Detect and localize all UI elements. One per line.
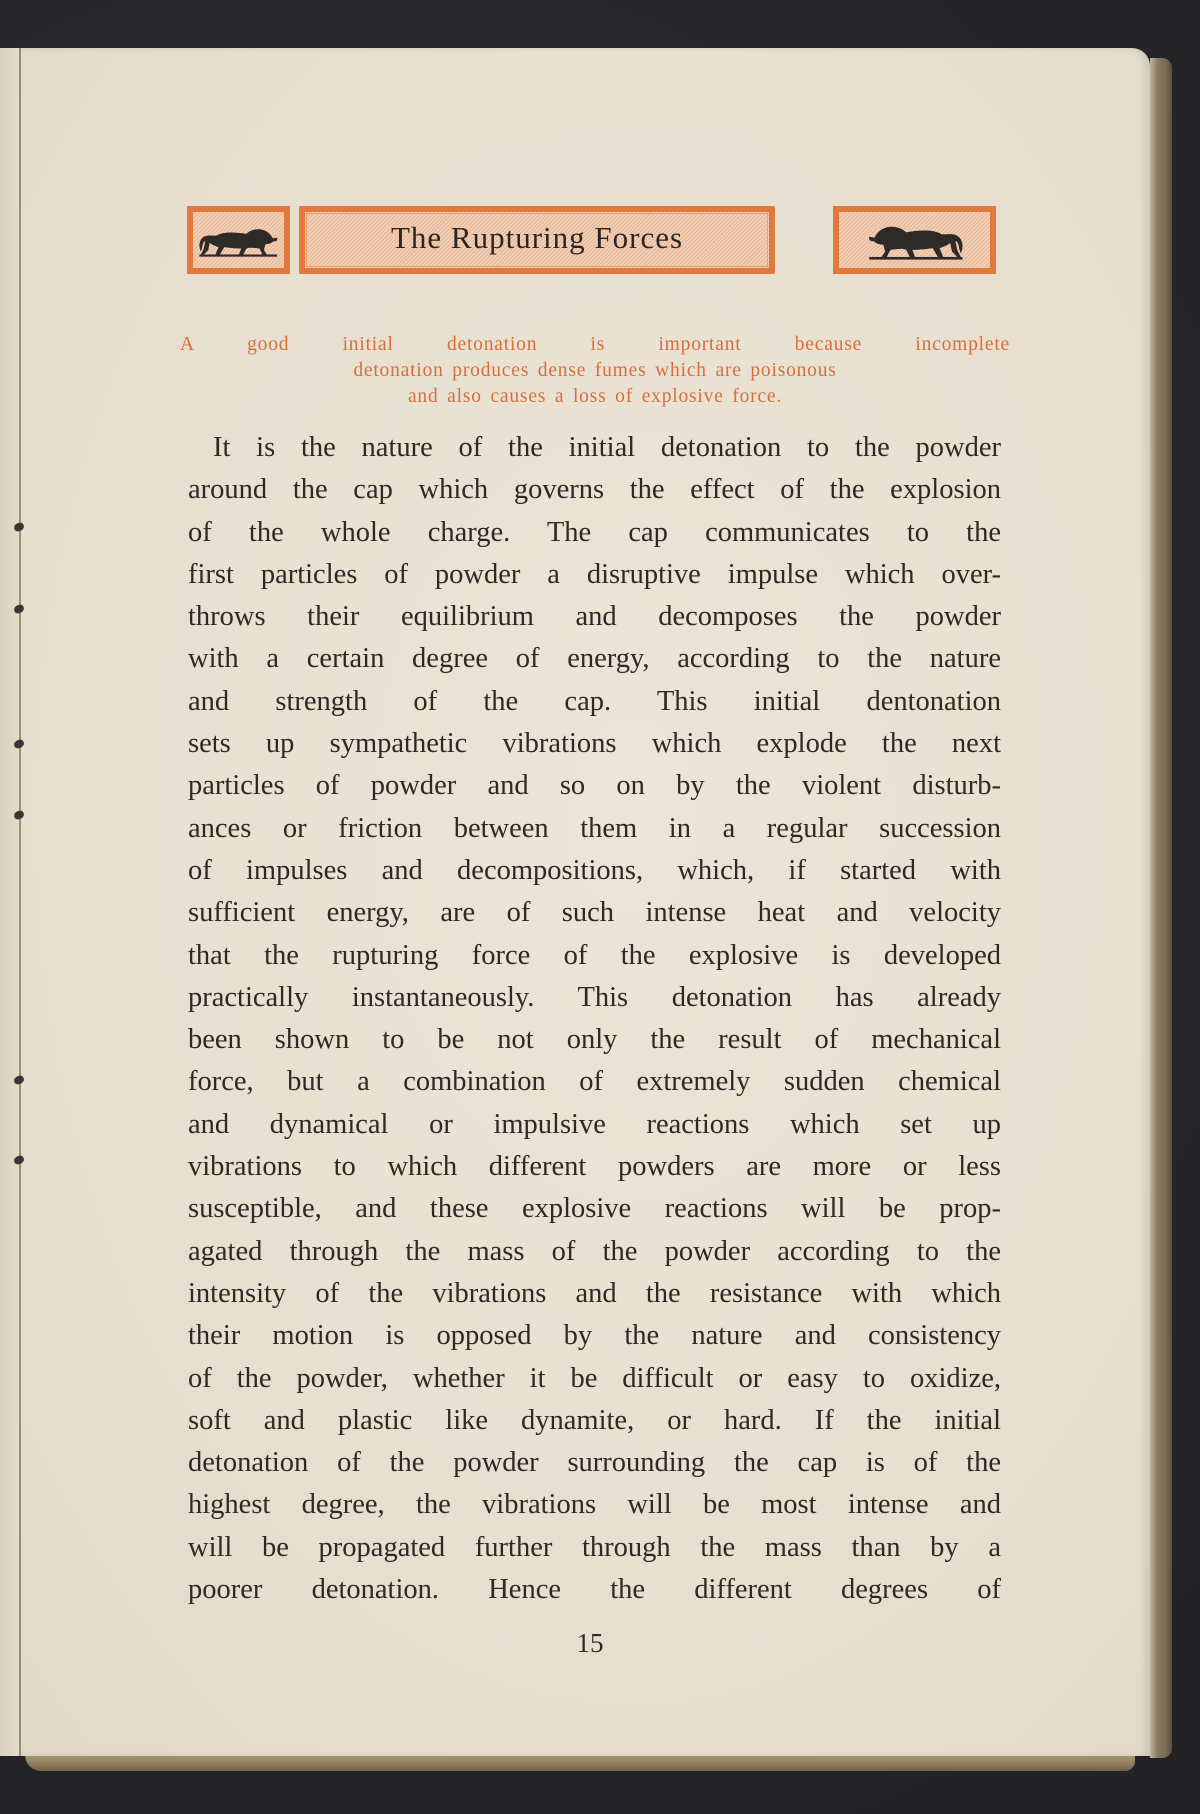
body-line: susceptible, and these explosive reactions will be prop- [188,1193,1001,1225]
body-line: It is the nature of the initial detonation to the powder [213,432,1001,463]
body-line: around the cap which governs the effect of the explosion [188,474,1001,506]
body-line: been shown to be not only the result of mechanical [188,1024,1001,1056]
body-line: and strength of the cap. This initial dentonation [188,685,1001,717]
left-ornament-panel [187,206,290,274]
body-text [188,427,1001,1611]
chapter-subtitle [180,332,1010,410]
body-line: with a certain degree of energy, according to the nature [188,643,1001,675]
chapter-title: The Rupturing Forces [390,220,684,255]
lion-icon [856,220,974,264]
body-line: sufficient energy, are of such intense heat and velocity [188,897,1001,929]
body-line: will be propagated further through the mass than by a [188,1531,1001,1563]
body-line: ances or friction between them in a regular succession [188,812,1001,844]
body-line: soft and plastic like dynamite, or hard. If the initial [188,1404,1001,1436]
body-line: highest degree, the vibrations will be most intense and [188,1489,1001,1521]
subtitle-line: A good initial detonation is important because incomplete [180,334,1010,355]
body-line: sets up sympathetic vibrations which explode the next [188,728,1001,760]
body-line: detonation of the powder surrounding the cap is of the [188,1447,1001,1479]
body-line: particles of powder and so on by the violent disturb- [188,770,1001,802]
chapter-header-banner [187,206,996,278]
body-line: practically instantaneously. This detonation has already [188,981,1001,1013]
body-line: of impulses and decompositions, which, if started with [188,854,1001,886]
body-line: agated through the mass of the powder according to the [188,1235,1001,1267]
body-line: first particles of powder a disruptive impulse which over- [188,558,1001,590]
body-line: their motion is opposed by the nature and consistency [188,1320,1001,1352]
body-line: poorer detonation. Hence the different degrees of [188,1574,1001,1606]
subtitle-line: detonation produces dense fumes which are poisonous [353,360,837,381]
page-fore-edge [1150,58,1172,1758]
body-line: throws their equilibrium and decomposes the powder [188,601,1001,633]
subtitle-line: and also causes a loss of explosive force. [407,386,783,407]
book-page [0,48,1150,1756]
body-line: that the rupturing force of the explosive is developed [188,939,1001,971]
gutter-shadow [0,48,19,1756]
body-line: force, but a combination of extremely sudden chemical [188,1066,1001,1098]
lion-icon [195,220,283,264]
body-line: and dynamical or impulsive reactions which set up [188,1108,1001,1140]
body-line: of the whole charge. The cap communicates to the [188,516,1001,548]
page-bottom-edge [25,1755,1135,1771]
title-panel [299,206,775,274]
right-ornament-panel [833,206,996,274]
binding-gutter [19,48,21,1756]
body-line: intensity of the vibrations and the resistance with which [188,1277,1001,1309]
page-number: 15 [576,1628,604,1658]
body-line: of the powder, whether it be difficult or easy to oxidize, [188,1362,1001,1394]
body-line: vibrations to which different powders are more or less [188,1151,1001,1183]
